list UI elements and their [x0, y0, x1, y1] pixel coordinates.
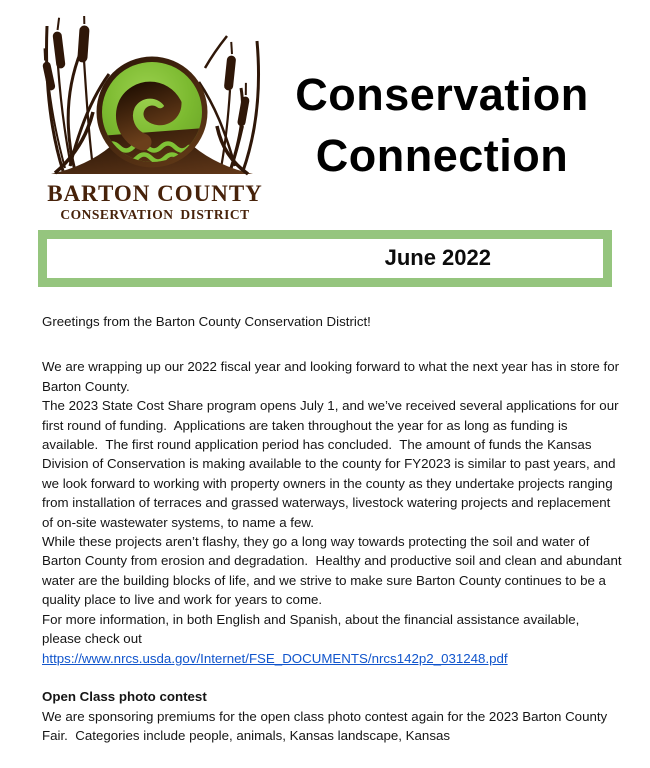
district-logo [35, 16, 275, 222]
logo-org-subtitle: CONSERVATION DISTRICT [60, 207, 250, 222]
paragraph-fiscal-year: We are wrapping up our 2022 fiscal year and looking forward to what the next year has in store for Barton County. [42, 359, 623, 394]
logo-org-name: BARTON COUNTY [47, 181, 263, 206]
issue-date: June 2022 [384, 245, 491, 270]
title-line-1: Conservation [295, 69, 589, 120]
title-line-2: Connection [315, 130, 569, 181]
paragraph-more-info: For more information, in both English and Spanish, about the financial assistance available, please check out [42, 611, 584, 647]
paragraph-photo-contest: We are sponsoring premiums for the open class photo contest again for the 2023 Barton County Fair. Categories include people, animals, Kansas landscape, Kansas [42, 708, 611, 744]
nrcs-pdf-link[interactable]: https://www.nrcs.usda.gov/Internet/FSE_DOCUMENTS/nrcs142p2_031248.pdf [42, 650, 508, 666]
district-logo-art [35, 16, 275, 178]
issue-date-banner [38, 230, 612, 287]
paragraph-soil-water: While these projects aren’t flashy, they go a long way towards protecting the soil and water of Barton County from erosion and degradation. Healthy and productive soil and clean and abundant water are the building blocks of life, and we strive to make sure Barton County continues to be a quality place to live and work for years to come. [42, 534, 626, 608]
link-line [42, 649, 622, 668]
wave-circle-icon [97, 57, 208, 168]
paragraph-cost-share: The 2023 State Cost Share program opens July 1, and we’ve received several applications for our first round of funding. Applications are taken throughout the year for as long as funding is available. The first round application period has concluded. The amount of funds the Kansas Division of Conservation is making available to the county for FY2023 is similar to past years, and we look forward to working with property owners in the county as they undertake projects ranging from installation of terraces and grassed waterways, livestock watering projects and replacement of on-site wastewater systems, to name a few. [42, 398, 623, 530]
greeting-text: Greetings from the Barton County Conservation District! [42, 314, 371, 329]
section-heading-photo-contest: Open Class photo contest [42, 689, 207, 705]
newsletter-title [262, 64, 622, 186]
newsletter-body [42, 312, 626, 746]
